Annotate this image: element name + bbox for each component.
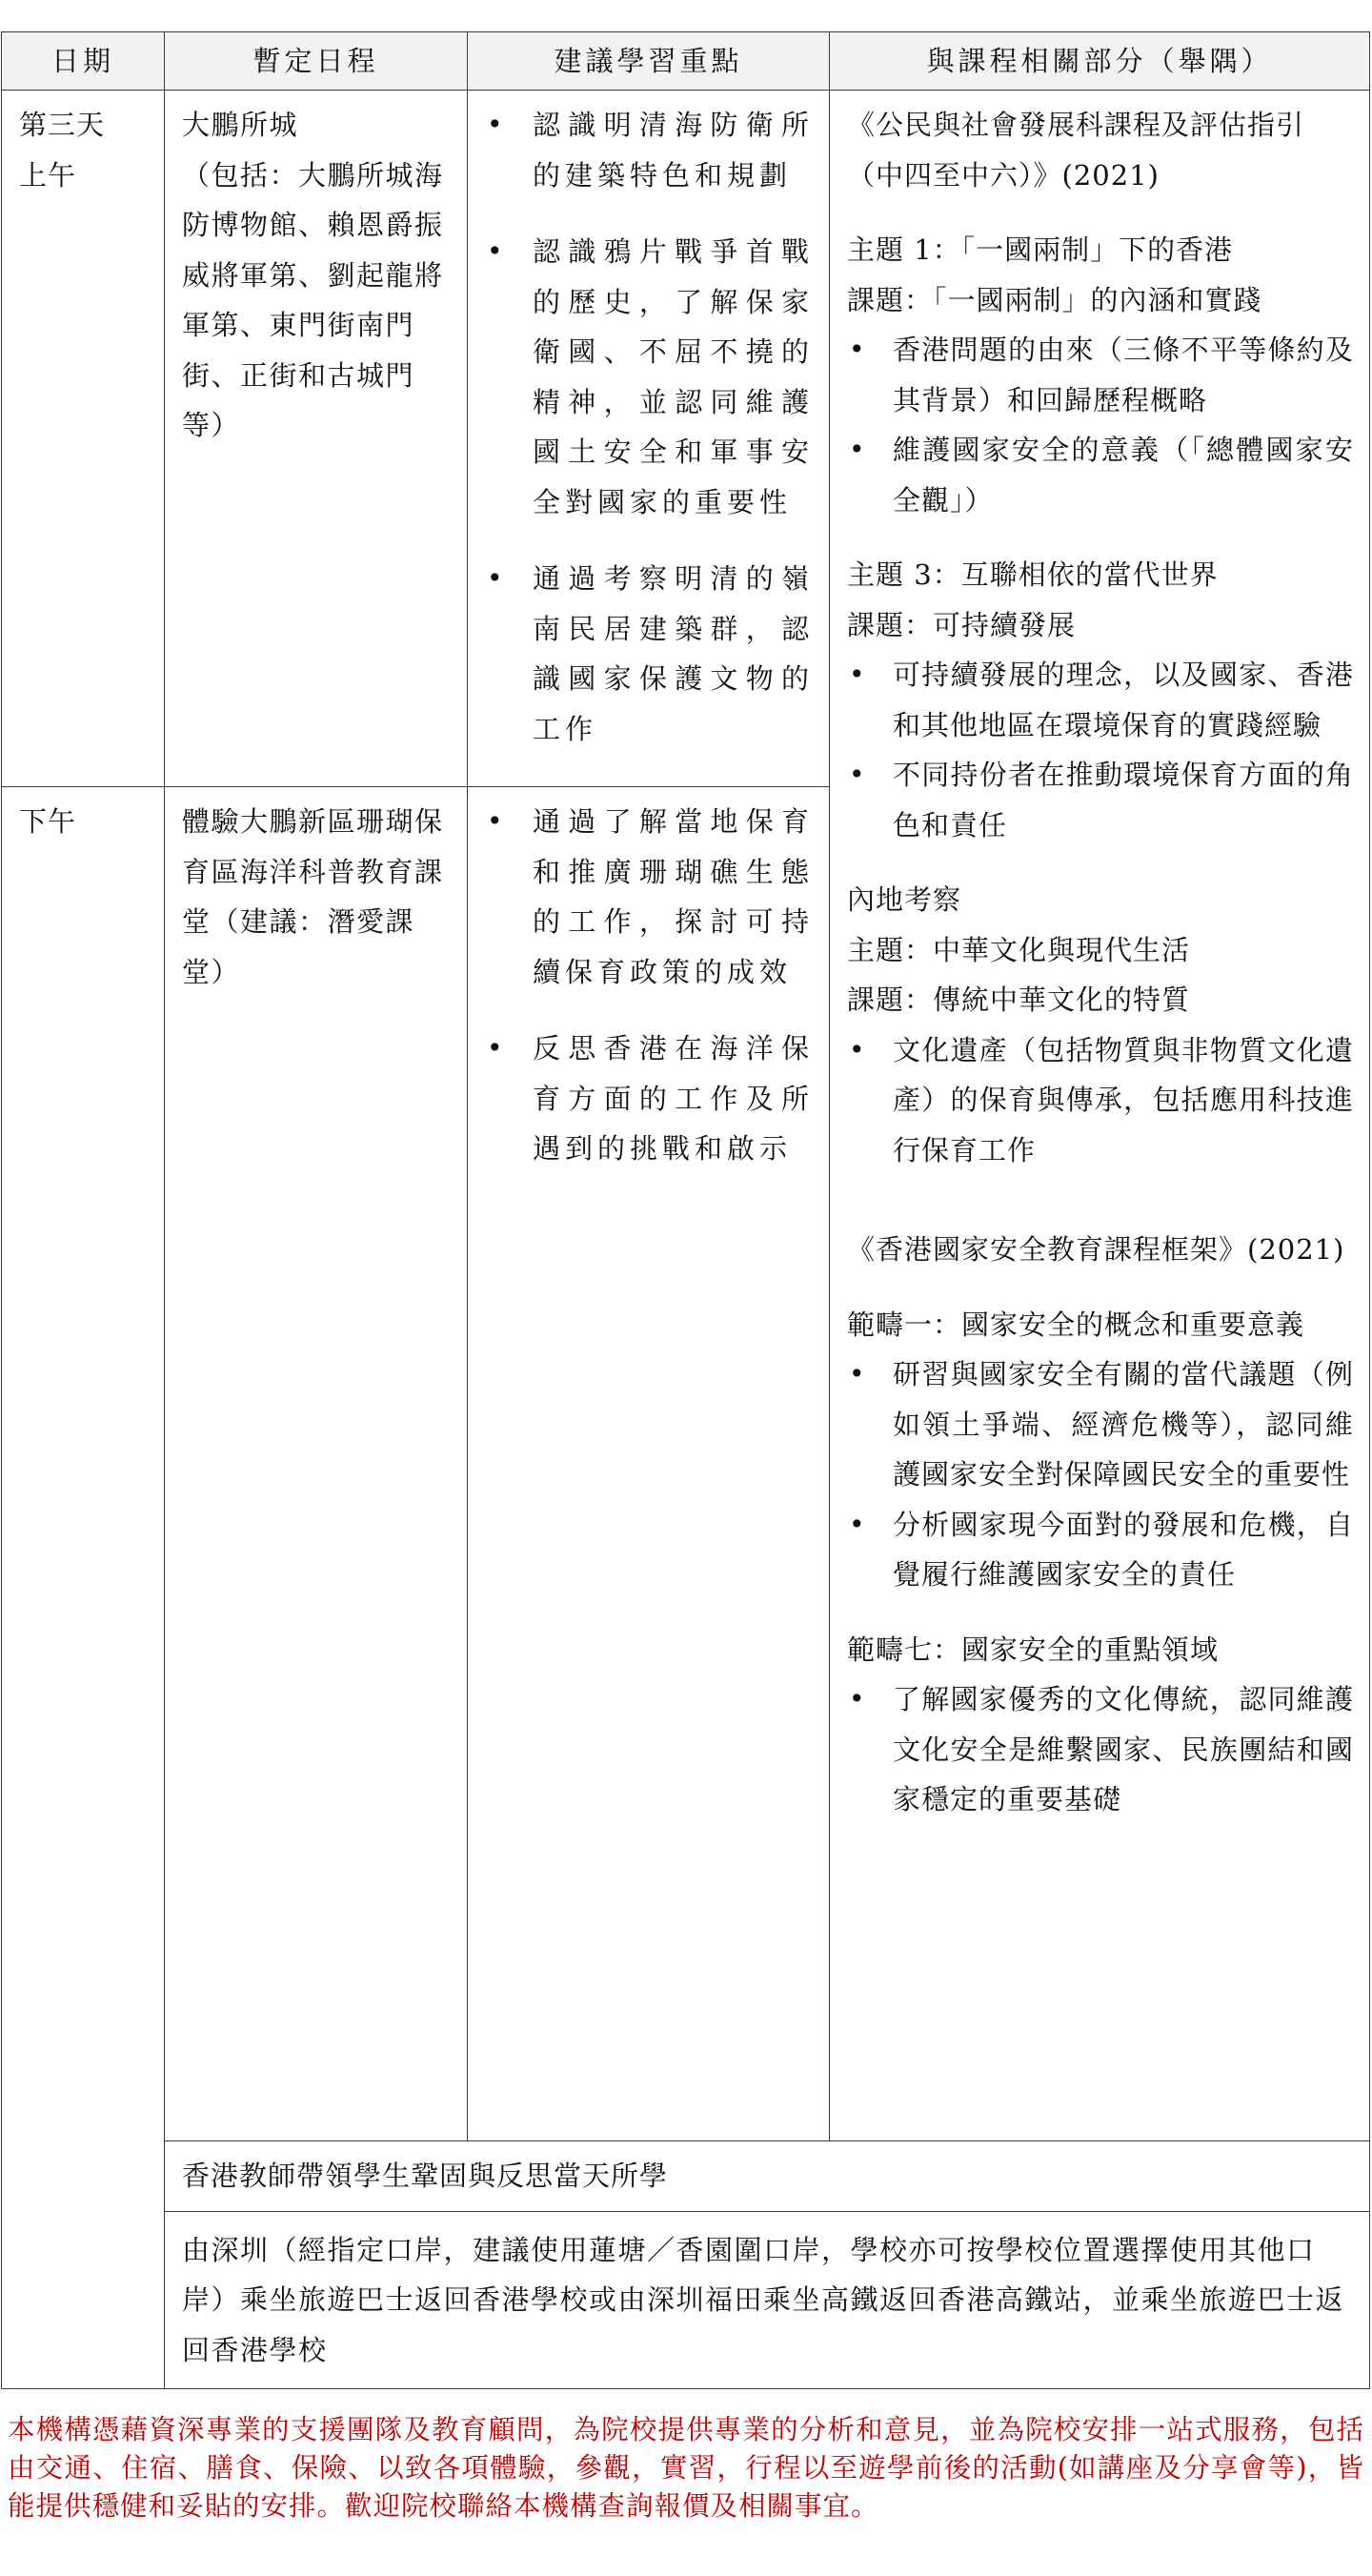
morning-schedule-cell: [165, 91, 468, 787]
morning-row: [2, 91, 1370, 787]
mainland-list: [847, 1025, 1354, 1176]
mainland-item: • 文化遺產（包括物質與非物質文化遺產）的保育與傳承，包括應用科技進行保育工作: [847, 1025, 1354, 1176]
header-learning-focus: 建議學習重點: [468, 32, 830, 91]
afternoon-points-cell: [468, 787, 830, 2141]
day-label: 第三天: [19, 109, 106, 141]
domain7-heading: 範疇七：國家安全的重點領域: [847, 1633, 1220, 1666]
theme1-heading: 主題 1：「一國兩制」下的香港: [847, 233, 1234, 266]
afternoon-point: • 反思香港在海洋保育方面的工作及所遇到的挑戰和啟示: [485, 1024, 814, 1174]
afternoon-label: 下午: [19, 805, 77, 838]
header-row: [2, 32, 1370, 91]
domain1-list: [847, 1349, 1354, 1600]
afternoon-points-list: [485, 797, 814, 1174]
theme1-list: [847, 325, 1354, 525]
theme1-item: • 香港問題的由來（三條不平等條約及其背景）和回歸歷程概略: [847, 325, 1354, 425]
morning-points-list: [485, 100, 814, 754]
mainland-heading: 內地考察: [847, 883, 962, 916]
morning-point: • 認識鴉片戰爭首戰的歷史，了解保家衛國、不屈不撓的精神，並認同維護國土安全和軍事安全對國家的重要性: [485, 227, 814, 527]
return-row: [2, 2211, 1370, 2389]
morning-schedule-detail: （包括：大鵬所城海防博物館、賴恩爵振威將軍第、劉起龍將軍第、東門街南門街、正街和古城門等）: [182, 158, 444, 441]
day-cell: [2, 91, 165, 787]
morning-schedule-title: 大鵬所城: [182, 109, 299, 141]
afternoon-point: • 通過了解當地保育和推廣珊瑚礁生態的工作，探討可持續保育政策的成效: [485, 797, 814, 997]
morning-points-cell: [468, 91, 830, 787]
domain1-heading: 範疇一：國家安全的概念和重要意義: [847, 1308, 1305, 1341]
domain1-item: • 分析國家現今面對的發展和危機，自覺履行維護國家安全的責任: [847, 1500, 1354, 1600]
afternoon-schedule-cell: [165, 787, 468, 2141]
theme3-item: • 不同持份者在推動環境保育方面的角色和責任: [847, 750, 1354, 850]
theme3-heading: 主題 3：互聯相依的當代世界: [847, 558, 1219, 591]
theme3-item: • 可持續發展的理念，以及國家、香港和其他地區在環境保育的實踐經驗: [847, 650, 1354, 750]
domain7-list: [847, 1674, 1354, 1825]
itinerary-table: [1, 31, 1370, 2389]
curriculum-doc2-title: 《香港國家安全教育課程框架》(2021): [847, 1233, 1345, 1266]
mainland-topic: 課題：傳統中華文化的特質: [847, 984, 1191, 1016]
theme3-topic: 課題：可持續發展: [847, 608, 1077, 641]
morning-label: 上午: [19, 158, 77, 192]
header-schedule: 暫定日程: [165, 32, 468, 91]
header-date: 日期: [2, 32, 165, 91]
afternoon-day-cell: [2, 787, 165, 2389]
return-trip-cell: 由深圳（經指定口岸，建議使用蓮塘／香園圍口岸，學校亦可按學校位置選擇使用其他口岸）乘坐旅遊巴士返回香港學校或由深圳福田乘坐高鐵返回香港高鐵站，並乘坐旅遊巴士返回香港學校: [165, 2211, 1370, 2389]
reflection-row: [2, 2141, 1370, 2212]
agency-remark: 本機構憑藉資深專業的支援團隊及教育顧問，為院校提供專業的分析和意見，並為院校安排一站式服務，包括由交通、住宿、膳食、保險、以致各項體驗，參觀，實習，行程以至遊學前後的活動(如講座及分享會等)，皆能提供穩健和妥貼的安排。歡迎院校聯絡本機構查詢報價及相關事宜。: [8, 2414, 1364, 2522]
header-curriculum: 與課程相關部分（舉隅）: [830, 32, 1370, 91]
curriculum-cell: [830, 91, 1370, 2141]
curriculum-doc1-title: 《公民與社會發展科課程及評估指引（中四至中六）》(2021): [847, 109, 1305, 192]
domain7-item: • 了解國家優秀的文化傳統，認同維護文化安全是維繫國家、民族團結和國家穩定的重要基礎: [847, 1674, 1354, 1825]
mainland-theme: 主題：中華文化與現代生活: [847, 933, 1191, 966]
theme3-list: [847, 650, 1354, 850]
morning-point: • 認識明清海防衛所的建築特色和規劃: [485, 100, 814, 200]
theme1-topic: 課題：「一國兩制」的內涵和實踐: [847, 283, 1262, 316]
theme1-item: • 維護國家安全的意義（「總體國家安全觀」）: [847, 425, 1354, 525]
reflection-cell: 香港教師帶領學生鞏固與反思當天所學: [165, 2141, 1370, 2212]
morning-point: • 通過考察明清的嶺南民居建築群，認識國家保護文物的工作: [485, 554, 814, 754]
afternoon-schedule: 體驗大鵬新區珊瑚保育區海洋科普教育課堂（建議：潛愛課堂）: [182, 805, 444, 988]
domain1-item: • 研習與國家安全有關的當代議題（例如領土爭端、經濟危機等），認同維護國家安全對保障國民安全的重要性: [847, 1349, 1354, 1500]
